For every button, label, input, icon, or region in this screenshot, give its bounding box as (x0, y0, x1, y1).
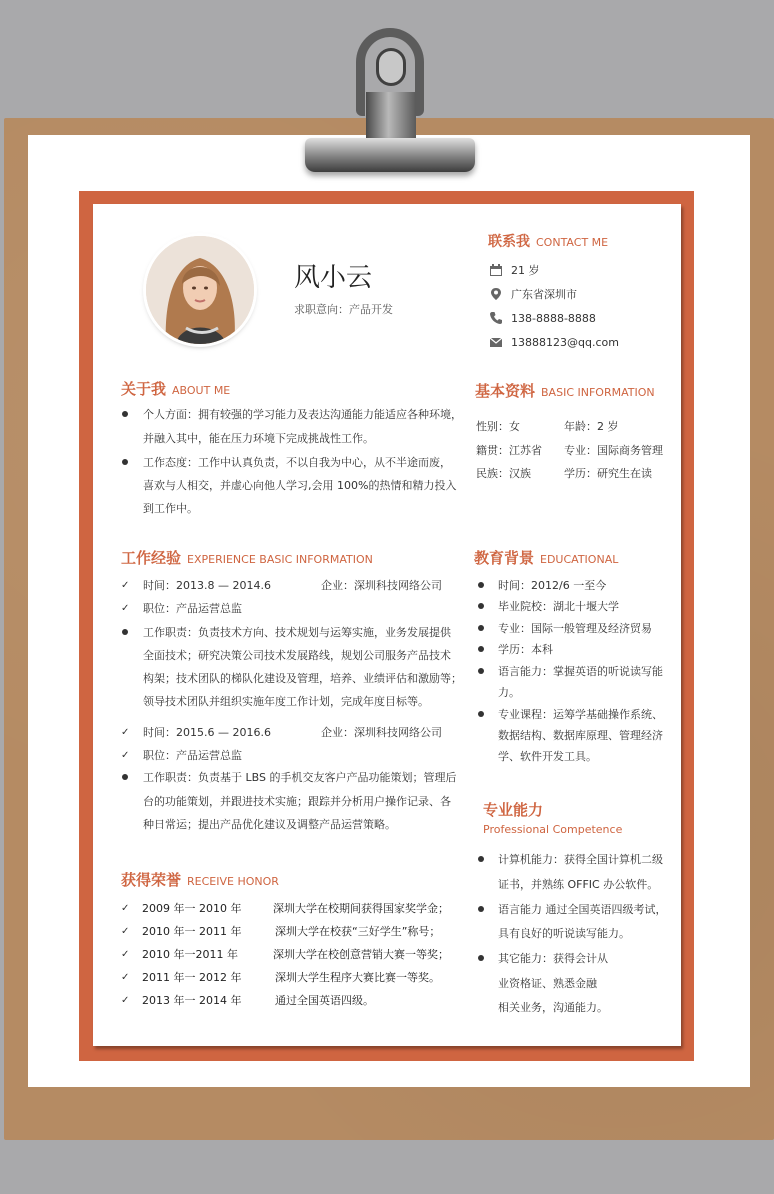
basic-native: 籍贯：江苏省 (476, 444, 542, 457)
bullet-icon (122, 629, 128, 635)
job1-duty-line: 构架；技术团队的梯队化建设及管理，培养、业绩评估和激励等； (143, 672, 462, 685)
honor-award: 深圳大学在校获“三好学生”称号； (275, 925, 441, 938)
honor-period: 2011 年一 2012 年 (142, 971, 242, 984)
education-line: 力。 (498, 686, 520, 699)
job1-duty-line: 全面技术；研究决策公司技术发展路线，规划公司服务产品技术 (143, 649, 451, 662)
job2-duty-line: 工作职责：负责基于 LBS 的手机交友客户产品功能策划；管理后 (143, 771, 457, 784)
bullet-icon (122, 774, 128, 780)
phone-icon (489, 311, 503, 325)
honor-award: 深圳大学在校创意营销大赛一等奖； (273, 948, 449, 961)
basic-title-cn: 基本资料 (475, 382, 536, 400)
check-icon: ✓ (121, 949, 130, 960)
education-title-en: EDUCATIONAL (540, 553, 619, 566)
honor-award: 深圳大学生程序大赛比赛一等奖。 (275, 971, 440, 984)
bullet-icon (478, 646, 484, 652)
binder-clip-base (305, 138, 475, 172)
contact-age: 21 岁 (511, 264, 540, 277)
education-line: 学历：本科 (498, 643, 553, 656)
contact-email: 13888123@qq.com (511, 336, 619, 349)
about-heading (121, 380, 230, 399)
bullet-icon (478, 625, 484, 631)
job1-duty-line: 工作职责：负责技术方向、技术规划与运筹实施，业务发展提供 (143, 626, 451, 639)
avatar (146, 236, 254, 344)
basic-major: 专业：国际商务管理 (564, 444, 663, 457)
education-line: 专业课程：运筹学基础操作系统、 (498, 708, 663, 721)
education-title-cn: 教育背景 (474, 549, 535, 567)
avatar-portrait-icon (146, 236, 254, 344)
education-line: 学、软件开发工具。 (498, 750, 597, 763)
skills-line: 业资格证、熟悉金融 (498, 977, 597, 990)
skills-line: 相关业务，沟通能力。 (498, 1001, 608, 1014)
job1-time: 时间：2013.8 — 2014.6 (143, 579, 271, 592)
contact-phone: 138-8888-8888 (511, 312, 596, 325)
bullet-icon (122, 459, 128, 465)
education-heading (474, 549, 618, 568)
job1-company: 企业：深圳科技网络公司 (321, 579, 442, 592)
bullet-icon (478, 906, 484, 912)
bullet-icon (478, 711, 484, 717)
bullet-icon (478, 856, 484, 862)
about-line: 喜欢与人相交，并虚心向他人学习,会用 100%的热情和精力投入 (143, 479, 457, 492)
experience-title-en: EXPERIENCE BASIC INFORMATION (187, 553, 373, 566)
bullet-icon (478, 603, 484, 609)
about-line: 并融入其中，能在压力环境下完成挑战性工作。 (143, 432, 374, 445)
bullet-icon (478, 955, 484, 961)
calendar-icon (489, 263, 503, 277)
honor-period: 2013 年一 2014 年 (142, 994, 242, 1007)
education-line: 专业：国际一般管理及经济贸易 (498, 622, 652, 635)
about-title-cn: 关于我 (121, 380, 167, 398)
about-line: 个人方面：拥有较强的学习能力及表达沟通能力能适应各种环境， (143, 408, 462, 421)
honor-period: 2010 年一2011 年 (142, 948, 238, 961)
bullet-icon (122, 411, 128, 417)
basic-title-en: BASIC INFORMATION (541, 386, 655, 399)
check-icon: ✓ (121, 603, 130, 614)
check-icon: ✓ (121, 750, 130, 761)
check-icon: ✓ (121, 926, 130, 937)
honors-title-en: RECEIVE HONOR (187, 875, 279, 888)
check-icon: ✓ (121, 580, 130, 591)
check-icon: ✓ (121, 727, 130, 738)
about-title-en: ABOUT ME (172, 384, 231, 397)
basic-degree: 学历：研究生在读 (564, 467, 652, 480)
job2-position: 职位：产品运营总监 (143, 749, 242, 762)
contact-title-cn: 联系我 (488, 234, 530, 250)
bullet-icon (478, 582, 484, 588)
contact-heading (488, 233, 608, 251)
job2-duty-line: 台的功能策划，并跟进技术实施；跟踪并分析用户操作记录、各 (143, 795, 451, 808)
job1-position: 职位：产品运营总监 (143, 602, 242, 615)
email-icon (489, 335, 503, 349)
education-line: 毕业院校：湖北十堰大学 (498, 600, 619, 613)
basic-heading (475, 382, 655, 401)
binder-clip-hole (376, 48, 406, 86)
skills-title-cn: 专业能力 (483, 801, 544, 819)
job2-company: 企业：深圳科技网络公司 (321, 726, 442, 739)
contact-title-en: CONTACT ME (536, 236, 609, 249)
contact-location: 广东省深圳市 (511, 288, 577, 301)
job2-time: 时间：2015.6 — 2016.6 (143, 726, 271, 739)
skills-line: 计算机能力：获得全国计算机二级 (498, 853, 663, 866)
candidate-name: 风小云 (294, 263, 373, 293)
experience-title-cn: 工作经验 (121, 549, 182, 567)
skills-title-en: Professional Competence (483, 823, 623, 836)
location-pin-icon (489, 287, 503, 301)
skills-line: 具有良好的听说读写能力。 (498, 927, 630, 940)
bullet-icon (478, 668, 484, 674)
honor-period: 2010 年一 2011 年 (142, 925, 242, 938)
education-line: 数据结构、数据库原理、管理经济 (498, 729, 663, 742)
skills-line: 语言能力 通过全国英语四级考试， (498, 903, 667, 916)
job1-duty-line: 领导技术团队并组织实施年度工作计划，完成年度目标等。 (143, 695, 429, 708)
honor-award: 深圳大学在校期间获得国家奖学金； (273, 902, 449, 915)
honor-period: 2009 年一 2010 年 (142, 902, 242, 915)
honors-title-cn: 获得荣誉 (121, 871, 182, 889)
basic-age: 年龄：2 岁 (564, 420, 619, 433)
check-icon: ✓ (121, 995, 130, 1006)
check-icon: ✓ (121, 903, 130, 914)
experience-heading (121, 549, 373, 568)
skills-line: 证书，并熟练 OFFIC 办公软件。 (498, 878, 659, 891)
basic-gender: 性别：女 (476, 420, 520, 433)
education-line: 语言能力：掌握英语的听说读写能 (498, 665, 663, 678)
about-line: 工作态度：工作中认真负责，不以自我为中心，从不半途而废， (143, 456, 451, 469)
honors-heading (121, 871, 279, 890)
honor-award: 通过全国英语四级。 (275, 994, 374, 1007)
job-intent: 求职意向：产品开发 (294, 303, 393, 316)
skills-line: 其它能力：获得会计从 (498, 952, 608, 965)
job2-duty-line: 种日常运；提出产品优化建议及调整产品运营策略。 (143, 818, 396, 831)
check-icon: ✓ (121, 972, 130, 983)
basic-ethnic: 民族：汉族 (476, 467, 531, 480)
education-line: 时间：2012/6 一至今 (498, 579, 607, 592)
about-line: 到工作中。 (143, 502, 198, 515)
